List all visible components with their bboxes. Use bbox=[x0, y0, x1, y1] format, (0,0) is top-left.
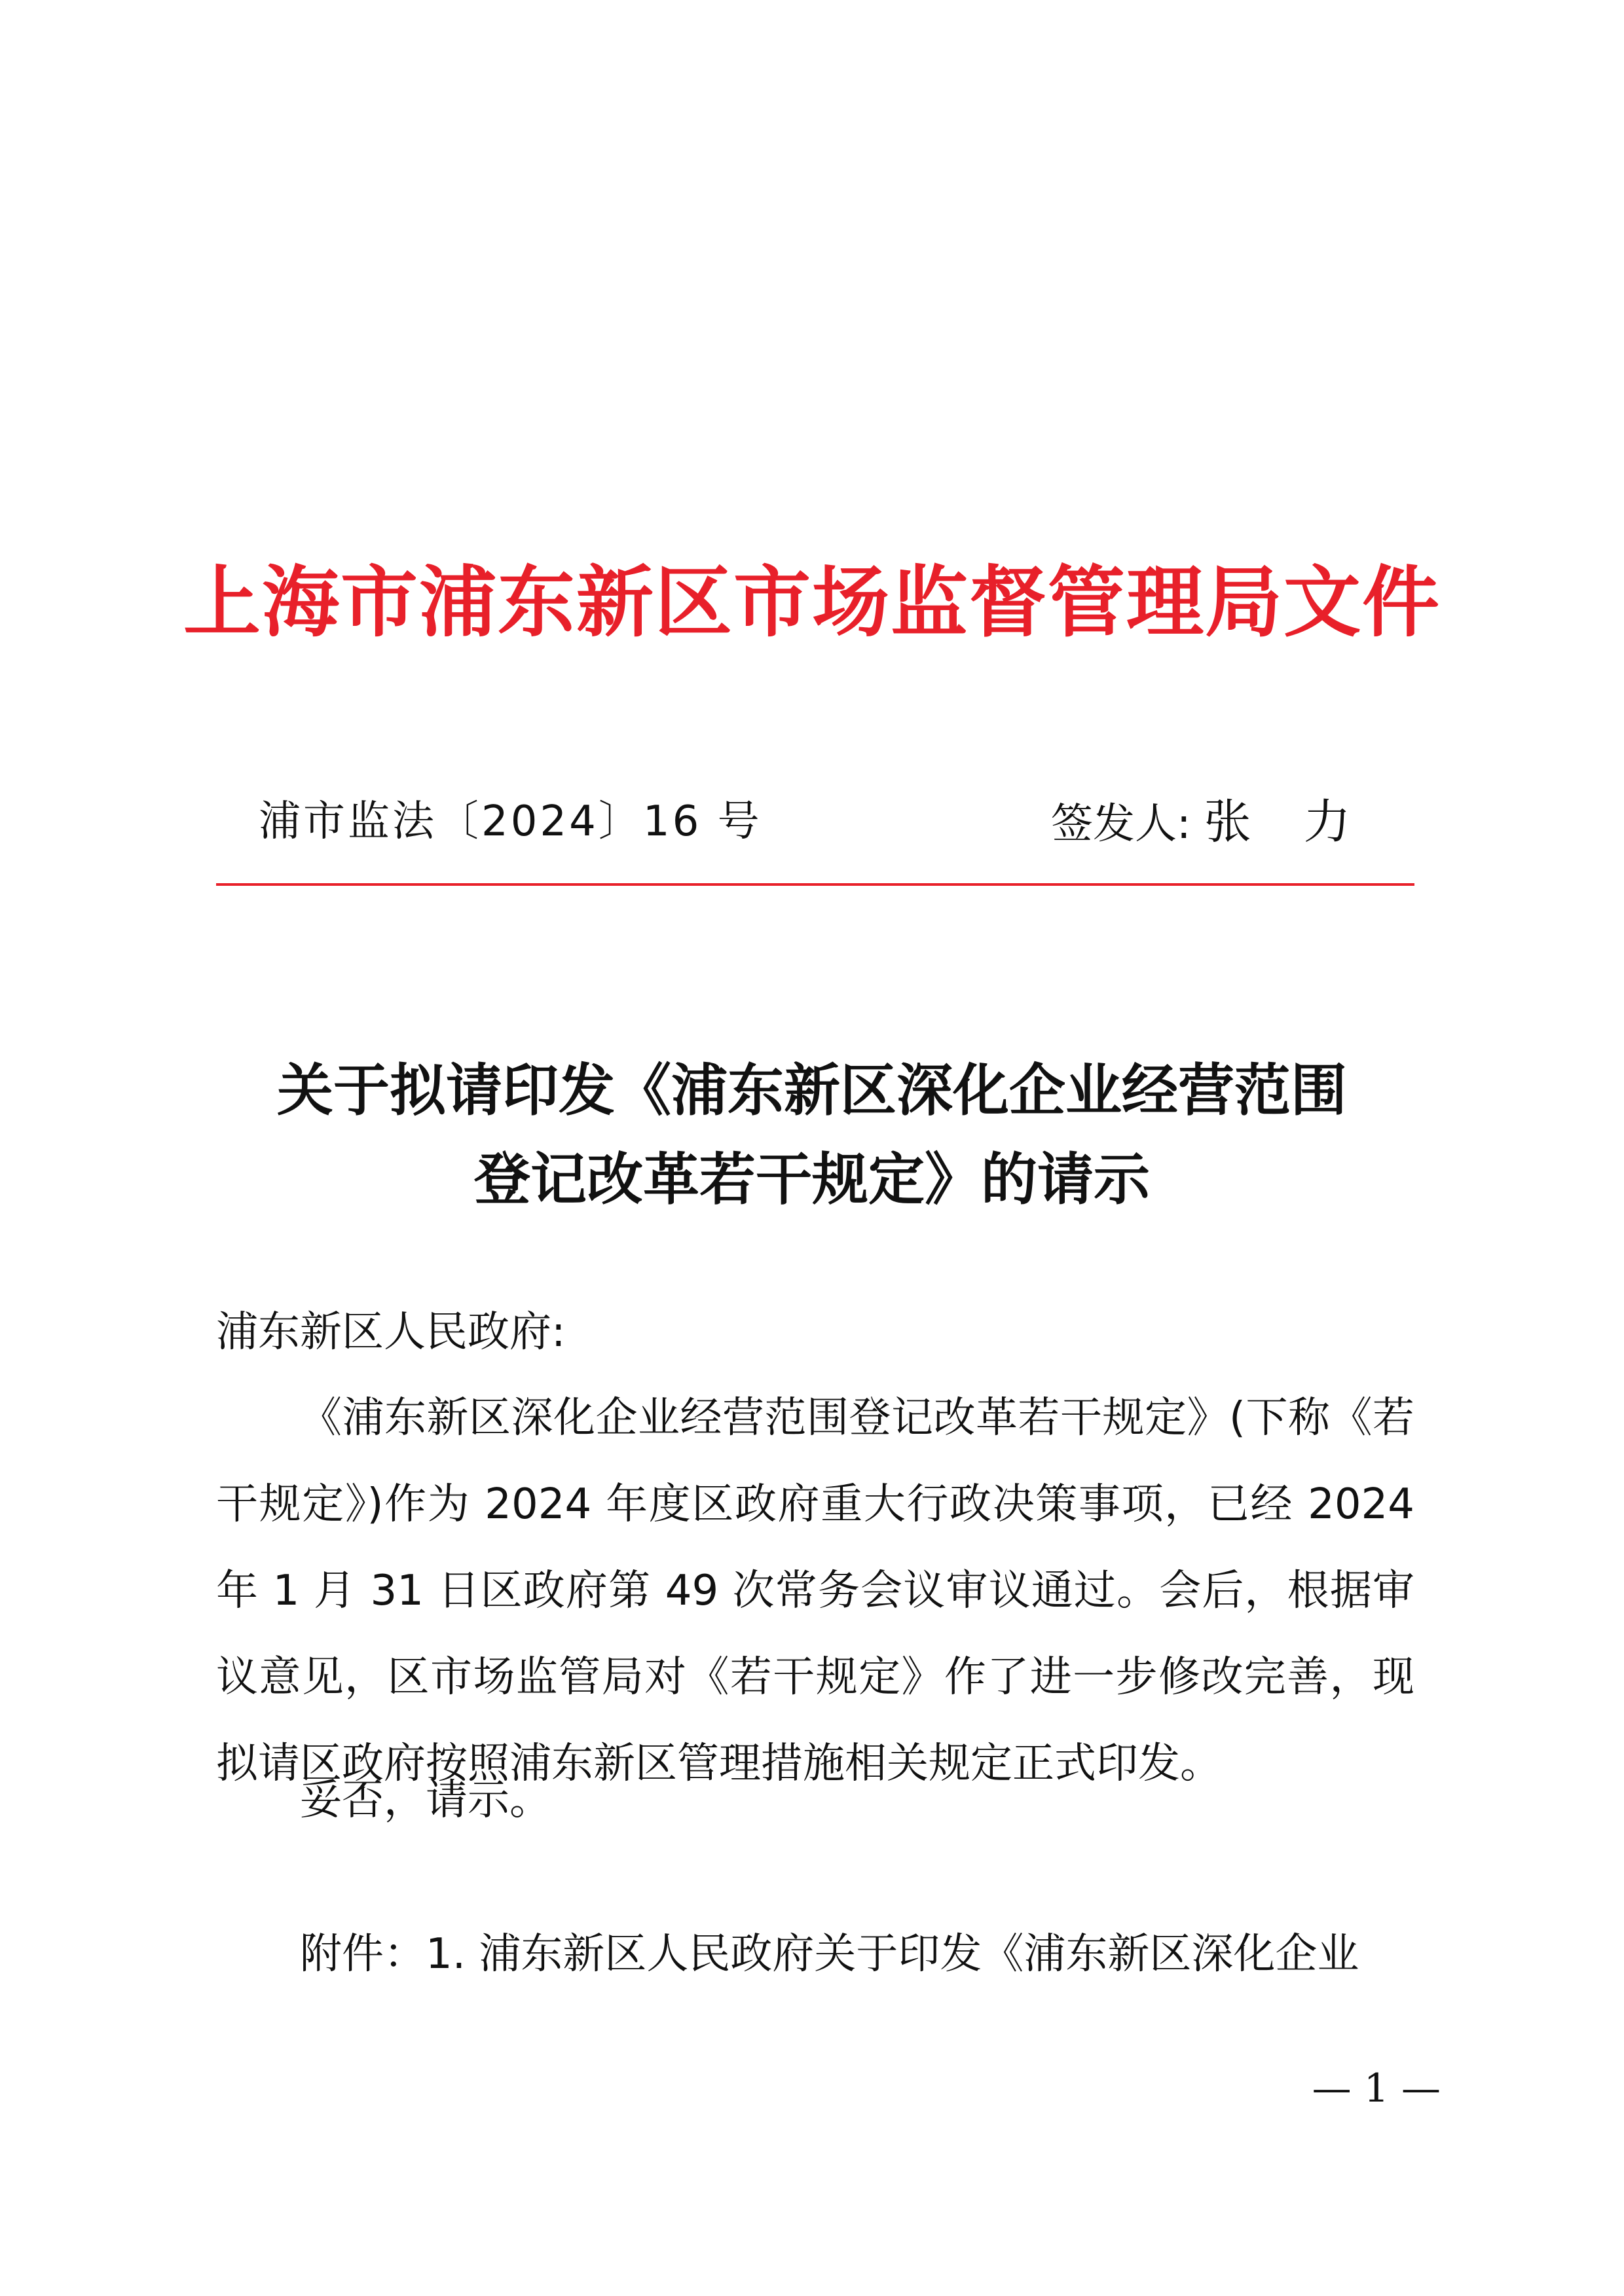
signer-name: 张力 bbox=[1204, 794, 1403, 849]
subject-line-1: 关于拟请印发《浦东新区深化企业经营范围 bbox=[277, 1057, 1347, 1123]
signer-block bbox=[1051, 789, 1403, 854]
signer-label: 签发人: bbox=[1051, 800, 1191, 848]
attachment-line: 附件：1. 浦东新区人民政府关于印发《浦东新区深化企业 bbox=[300, 1930, 1359, 1978]
body-paragraph: 《浦东新区深化企业经营范围登记改革若干规定》(下称《若干规定》)作为 2024 年度区政府重大行政决策事项，已经 2024 年 1 月 31 日区政府第 49 次常务会议审议通过。会后，根据审议意见，区市场监管局对《若干规定》作了进一步修改完善，现拟请区政府按照浦东新区管理措施相关规定正式印发。 bbox=[216, 1394, 1414, 1788]
salutation: 浦东新区人民政府: bbox=[216, 1308, 566, 1357]
closing-line: 妥否，请示。 bbox=[300, 1776, 551, 1825]
page-number: — 1 — bbox=[1312, 2066, 1441, 2111]
document-number: 浦市监法〔2024〕16 号 bbox=[259, 797, 762, 846]
issuer-title: 上海市浦东新区市场监督管理局文件 bbox=[183, 556, 1441, 647]
header-divider bbox=[216, 883, 1414, 886]
document-subject bbox=[196, 1046, 1428, 1224]
subject-line-2: 登记改革若干规定》的请示 bbox=[474, 1146, 1150, 1212]
